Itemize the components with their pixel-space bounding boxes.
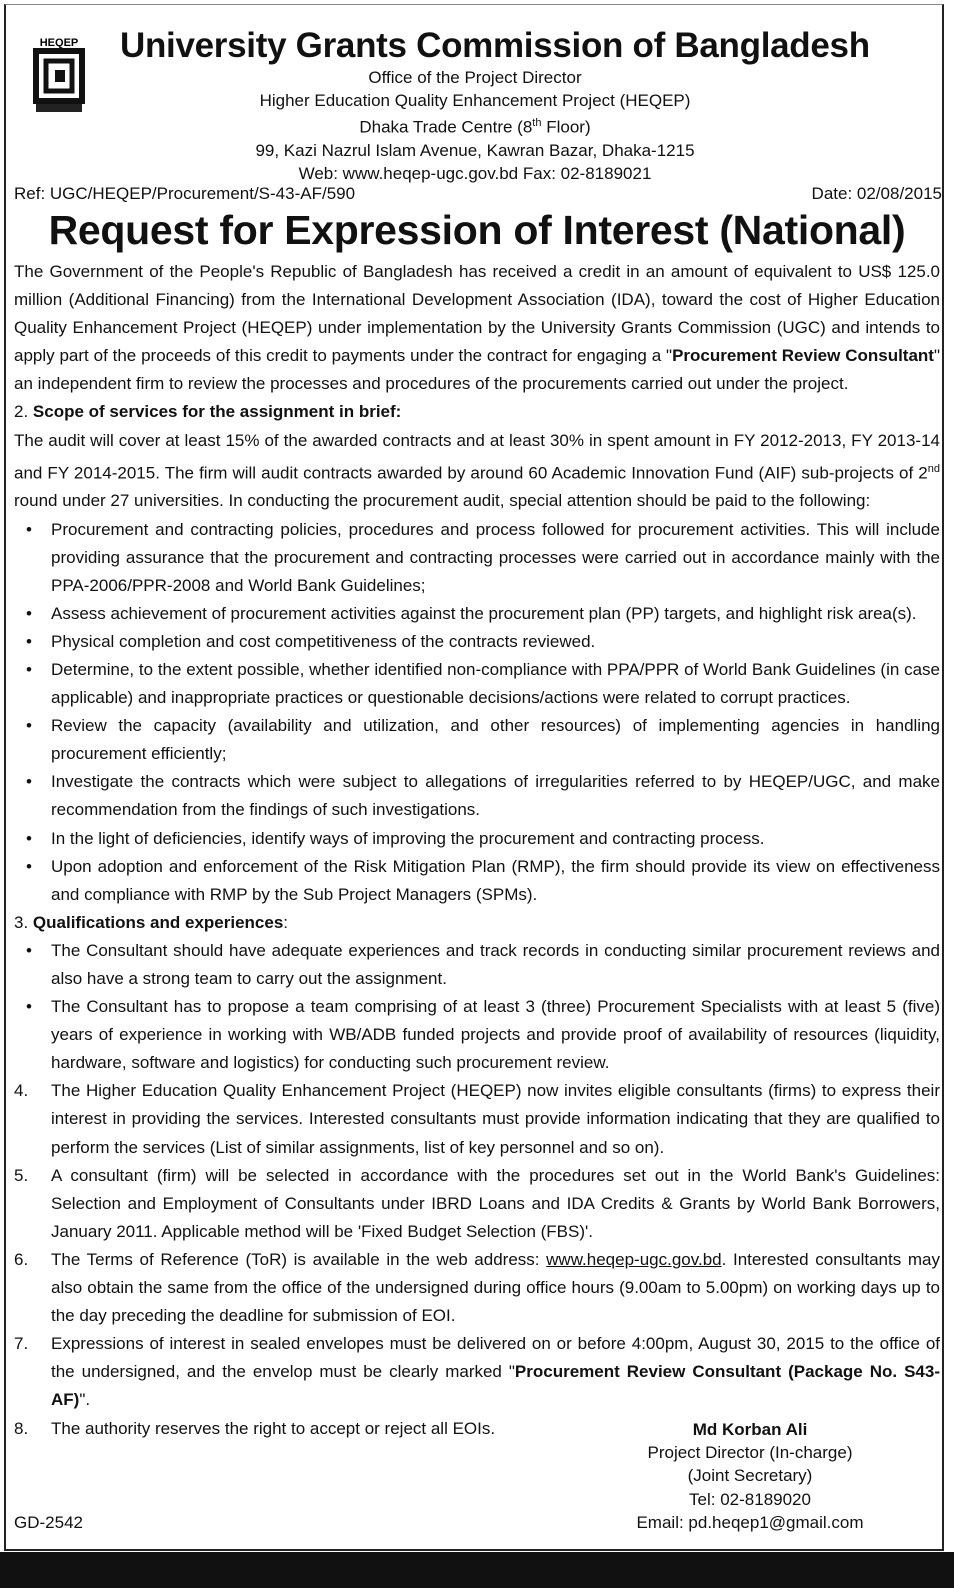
signatory-tel: Tel: 02-8189020 [689, 1489, 811, 1509]
reference-number: Ref: UGC/HEQEP/Procurement/S-43-AF/590 [14, 184, 356, 203]
qualifications-heading: 3. Qualifications and experiences: [14, 912, 289, 932]
list-item: • In the light of deficiencies, identify ways of improving the procurement and contracting process. [26, 828, 765, 848]
list-item: • Procurement and contracting policies, procedures and process followed for procurement activities. This will include providing assurance that the procurement and contracting processes were carried out in accordance mainly with the PPA-2006/PPR-2008 and World Bank Guidelines; [26, 519, 940, 595]
address-line: 99, Kazi Nazrul Islam Avenue, Kawran Bazar, Dhaka-1215 [255, 140, 695, 160]
signature-block [600, 1418, 900, 1534]
tor-web-link[interactable]: www.heqep-ugc.gov.bd [546, 1249, 722, 1269]
logo-label: HEQEP [39, 37, 79, 49]
scope-heading: 2. Scope of services for the assignment in brief: [14, 402, 402, 422]
numbered-item-6: 6. The Terms of Reference (ToR) is available in the web address: www.heqep-ugc.gov.bd. Interested consultants may also obtain the same from the office of the undersigned during office hours (9.00am to 5.00pm) on working days up to the day preceding the deadline for submission of EOI. [14, 1249, 940, 1326]
building-line: Dhaka Trade Centre (8th Floor) [359, 117, 591, 137]
organization-name: University Grants Commission of Bangladesh [120, 26, 870, 65]
bottom-bar [0, 1552, 954, 1588]
numbered-item-4: 4. The Higher Education Quality Enhancement Project (HEQEP) now invites eligible consultants (firms) to express their interest in providing the services. Interested consultants must provide information indicating that they are qualified to perform the services (List of similar assignments, list of key personnel and so on). [14, 1081, 940, 1157]
list-item: • Review the capacity (availability and utilization, and other resources) of implementing agencies in handling procurement efficiently; [26, 716, 940, 764]
list-item: • Determine, to the extent possible, whether identified non-compliance with PPA/PPR of World Bank Guidelines (in case applicable) and inappropriate practices or questionable decisions/actions were related to corrupt practices. [26, 659, 940, 708]
list-item: • The Consultant has to propose a team comprising of at least 3 (three) Procurement Specialists with at least 5 (five) years of experience in working with WB/ADB funded projects and provide proof of availability of resources (liquidity, hardware, software and logistics) for conducting such procurement review. [26, 997, 940, 1073]
notice-title: Request for Expression of Interest (National) [48, 207, 906, 253]
notice-date: Date: 02/08/2015 [811, 184, 942, 203]
signatory-rank: (Joint Secretary) [687, 1466, 813, 1486]
numbered-item-8: 8. The authority reserves the right to accept or reject all EOIs. [14, 1418, 496, 1438]
list-item: • Upon adoption and enforcement of the Risk Mitigation Plan (RMP), the firm should provide its view on effectiveness and compliance with RMP by the Sub Project Managers (SPMs). [26, 856, 940, 904]
list-item: • Physical completion and cost competitiveness of the contracts reviewed. [26, 631, 596, 651]
project-line: Higher Education Quality Enhancement Project (HEQEP) [259, 91, 691, 110]
signatory-name: Md Korban Ali [692, 1420, 808, 1439]
intro-paragraph: The Government of the People's Republic of Bangladesh has received a credit in an amount of equivalent to US$ 125.0 million (Additional Financing) from the International Development Association (IDA), toward the cost of Higher Education Quality Enhancement Project (HEQEP) under implementation by the University Grants Commission (UGC) and intends to apply part of the proceeds of this credit to payments under the contract for engaging a "Procurement Review Consultant" an independent firm to review the processes and procedures of the procurements carried out under the project. [14, 262, 941, 394]
letterhead [120, 26, 870, 185]
web-fax-line: Web: www.heqep-ugc.gov.bd Fax: 02-8189021 [298, 163, 652, 183]
heqep-logo [24, 34, 94, 116]
numbered-item-7: 7. Expressions of interest in sealed envelopes must be delivered on or before 4:00pm, August 30, 2015 to the office of the undersigned, and the envelop must be clearly marked "Procurement Review Consultant (Package No. S43-AF)". [14, 1334, 941, 1410]
scope-paragraph: The audit will cover at least 15% of the awarded contracts and at least 30% in spent amount in FY 2012-2013, FY 2013-14 and FY 2014-2015. The firm will audit contracts awarded by around 60 Academic Innovation Fund (AIF) sub-projects of 2nd round under 27 universities. In conducting the procurement audit, special attention should be paid to the following: [14, 430, 940, 511]
gd-code: GD-2542 [14, 1513, 83, 1532]
list-item: • Assess achievement of procurement activities against the procurement plan (PP) targets, and highlight risk area(s). [26, 603, 917, 623]
list-item: • Investigate the contracts which were subject to allegations of irregularities referred to by HEQEP/UGC, and make recommendation from the findings of such investigations. [26, 772, 940, 820]
office-line: Office of the Project Director [368, 68, 582, 87]
signatory-designation: Project Director (In-charge) [647, 1443, 853, 1463]
signatory-email: Email: pd.heqep1@gmail.com [636, 1512, 864, 1532]
numbered-item-5: 5. A consultant (firm) will be selected in accordance with the procedures set out in the World Bank's Guidelines: Selection and Employment of Consultants under IBRD Loans and IDA Credits & Grants by World Bank Borrowers, January 2011. Applicable method will be 'Fixed Budget Selection (FBS)'. [14, 1165, 940, 1241]
notice-body [14, 258, 940, 1443]
list-item: • The Consultant should have adequate experiences and track records in conducting similar procurement reviews and also have a strong team to carry out the assignment. [26, 940, 940, 988]
